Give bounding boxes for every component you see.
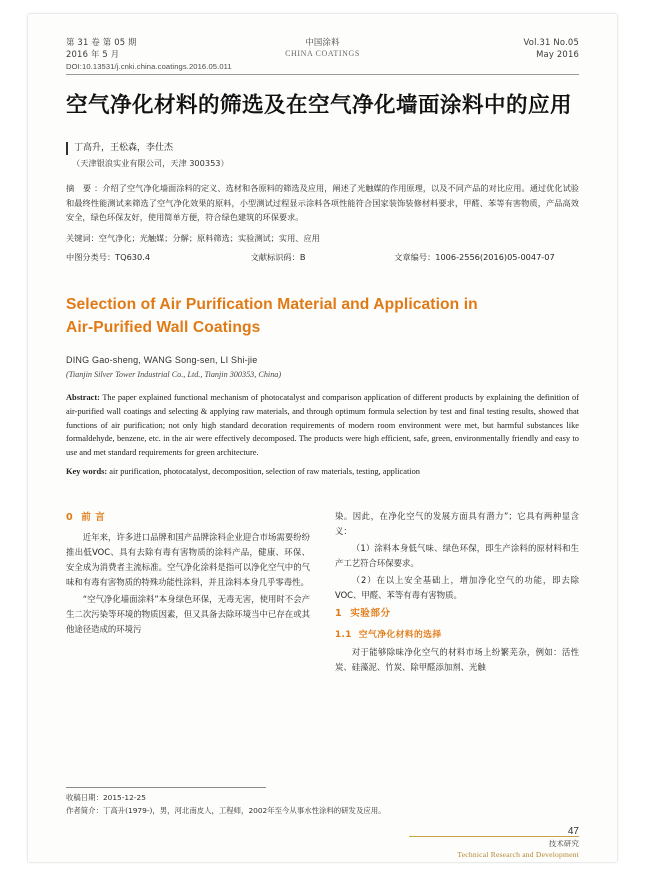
section-heading-1 (335, 605, 579, 619)
keywords-cn-label: 关键词 (66, 232, 91, 243)
abstract-en-text: The paper explained functional mechanism of photocatalyst and comparison application of different products by explaining the definition of air-purified wall coatings and selecting & applying raw materials, and through optimum formula selection by test and final testing results, showed that functions of air purification; not only high standard decoration requirements of modern room environment were met, but harmful substances like formaldehyde, benzene, etc. in the air were effectively decomposed. The products were high efficient, safe, green, environmentally friendly and easy to use and met standard requirements for green architecture. (66, 393, 579, 457)
section-number-0: 0 (66, 511, 74, 523)
footer-section-cn: 技术研究 (548, 839, 579, 848)
footnote-divider (66, 787, 266, 788)
issue-date-en: May 2016 (536, 49, 579, 60)
paper-content (66, 36, 579, 677)
keywords-cn (66, 232, 579, 246)
journal-title-en: CHINA COATINGS (285, 49, 360, 59)
volume-issue: 第 31 卷 第 05 期 (66, 37, 137, 47)
body-column-left (66, 509, 310, 677)
paper-sheet (28, 14, 617, 862)
footnotes (66, 792, 566, 818)
subsection-number-1-1: 1.1 (335, 629, 352, 640)
page-number: 47 (567, 826, 579, 837)
running-head-left (66, 36, 235, 60)
footer-section-en: Technical Research and Development (457, 850, 579, 859)
paragraph: “空气净化墙面涂料”本身绿色环保，无毒无害，使用时不会产生二次污染等环境的物质因素，但又具备去除环境当中已存在或其他途径造成的环境污 (66, 593, 310, 634)
subsection-title-1-1: 空气净化材料的选择 (358, 629, 442, 640)
doi-line: DOI:10.13531/j.cnki.china.coatings.2016.05.011 (66, 62, 232, 72)
artid-label: 文章编号 (394, 251, 428, 262)
paragraph: 染。因此，在净化空气的发展方面具有潜力”；它具有两种显含义： (335, 510, 579, 536)
affiliation-en: (Tianjin Silver Tower Industrial Co., Ltd., Tianjin 300353, China) (66, 370, 282, 380)
section-title-0: 前 言 (81, 511, 106, 523)
article-id (394, 252, 579, 263)
keywords-cn-text: ：空气净化；光触媒；分解；原料筛选；实验测试；实用、应用 (90, 232, 320, 243)
keywords-en (66, 465, 579, 478)
cls-number (66, 252, 251, 263)
doccode-value: ：B (291, 251, 306, 262)
footnote-received-date: 收稿日期：2015-12-25 (66, 793, 146, 802)
section-title-1: 实验部分 (350, 607, 391, 619)
abstract-cn (66, 181, 579, 223)
footnote-author-bio: 作者简介：丁高升(1979-)，男，河北南皮人，工程师，2002年至今从事水性涂料的研发及应用。 (66, 805, 386, 815)
body-columns (66, 509, 579, 677)
issue-date-cn: 2016 年 5 月 (66, 49, 120, 60)
affiliation-cn: （天津银浪实业有限公司，天津 300353） (72, 158, 229, 169)
doccode-label: 文献标识码 (250, 251, 292, 262)
running-head (66, 36, 579, 60)
keywords-en-label: Key words: (66, 467, 108, 477)
artid-value: ：1006-2556(2016)05-0047-07 (427, 251, 555, 262)
page-title-en-line2: Air-Purified Wall Coatings (66, 319, 261, 337)
abstract-cn-text: ：介绍了空气净化墙面涂料的定义、选材和各原料的筛选及应用，阐述了光触媒的作用原理，以及不同产品的对比应用。通过优化试验和最终性能测试来筛选了空气净化效果的原料，小型测试过程显示涂料各项性能符合国家装饰装修材料要求，甲醛、苯等有害物质，产品高效安全，绿色环保友好，使用简单方便，符合绿色建筑的环保要求。 (66, 183, 579, 222)
body-column-right (335, 509, 579, 677)
section-heading-0 (66, 509, 310, 523)
abstract-en-label: Abstract: (66, 393, 100, 403)
page-title-cn: 空气净化材料的筛选及在空气净化墙面涂料中的应用 (66, 93, 573, 119)
paragraph: （1）涂料本身低气味、绿色环保，即生产涂料的原材料和生产工艺符合环保要求。 (335, 542, 579, 568)
footer-divider (409, 836, 579, 837)
classification-line (66, 252, 579, 263)
subsection-heading-1-1 (335, 627, 579, 640)
header-divider (66, 74, 579, 75)
running-head-right (410, 36, 579, 60)
paragraph: 对于能够除味净化空气的材料市场上纷繁芜杂，例如：活性炭、硅藻泥、竹炭、除甲醛添加剂、光触 (335, 646, 579, 672)
paragraph: 近年来，许多进口品牌和国产品牌涂料企业迎合市场需要纷纷推出低VOC、具有去除有毒有害物质的涂料产品，健康、环保、安全成为消费者主流标准。空气净化涂料是指可以净化空气中的气味和有毒有害物质的特殊功能性涂料，并且涂料本身几乎零毒性。 (66, 531, 310, 587)
doc-code (251, 252, 395, 263)
authors-en: DING Gao-sheng, WANG Song-sen, LI Shi-jie (66, 355, 258, 366)
journal-title-cn: 中国涂料 (305, 37, 340, 47)
abstract-cn-label: 摘 要 (66, 183, 95, 194)
authors-cn: 丁高升，王松森，李仕杰 (66, 142, 579, 156)
section-number-1: 1 (335, 607, 343, 619)
keywords-en-text: air purification, photocatalyst, decomposition, selection of raw materials, testing, application (109, 467, 420, 477)
paragraph: （2）在以上安全基础上，增加净化空气的功能，即去除VOC、甲醛、苯等有毒有害物质。 (335, 574, 579, 600)
volume-issue-en: Vol.31 No.05 (523, 37, 579, 47)
page-title-en-line1: Selection of Air Purification Material and Application in (66, 295, 478, 313)
page-title-en (66, 293, 579, 340)
abstract-en (66, 391, 579, 459)
cls-label: 中图分类号 (66, 251, 107, 262)
cls-value: ：TQ630.4 (106, 251, 151, 262)
running-head-center (235, 36, 409, 60)
